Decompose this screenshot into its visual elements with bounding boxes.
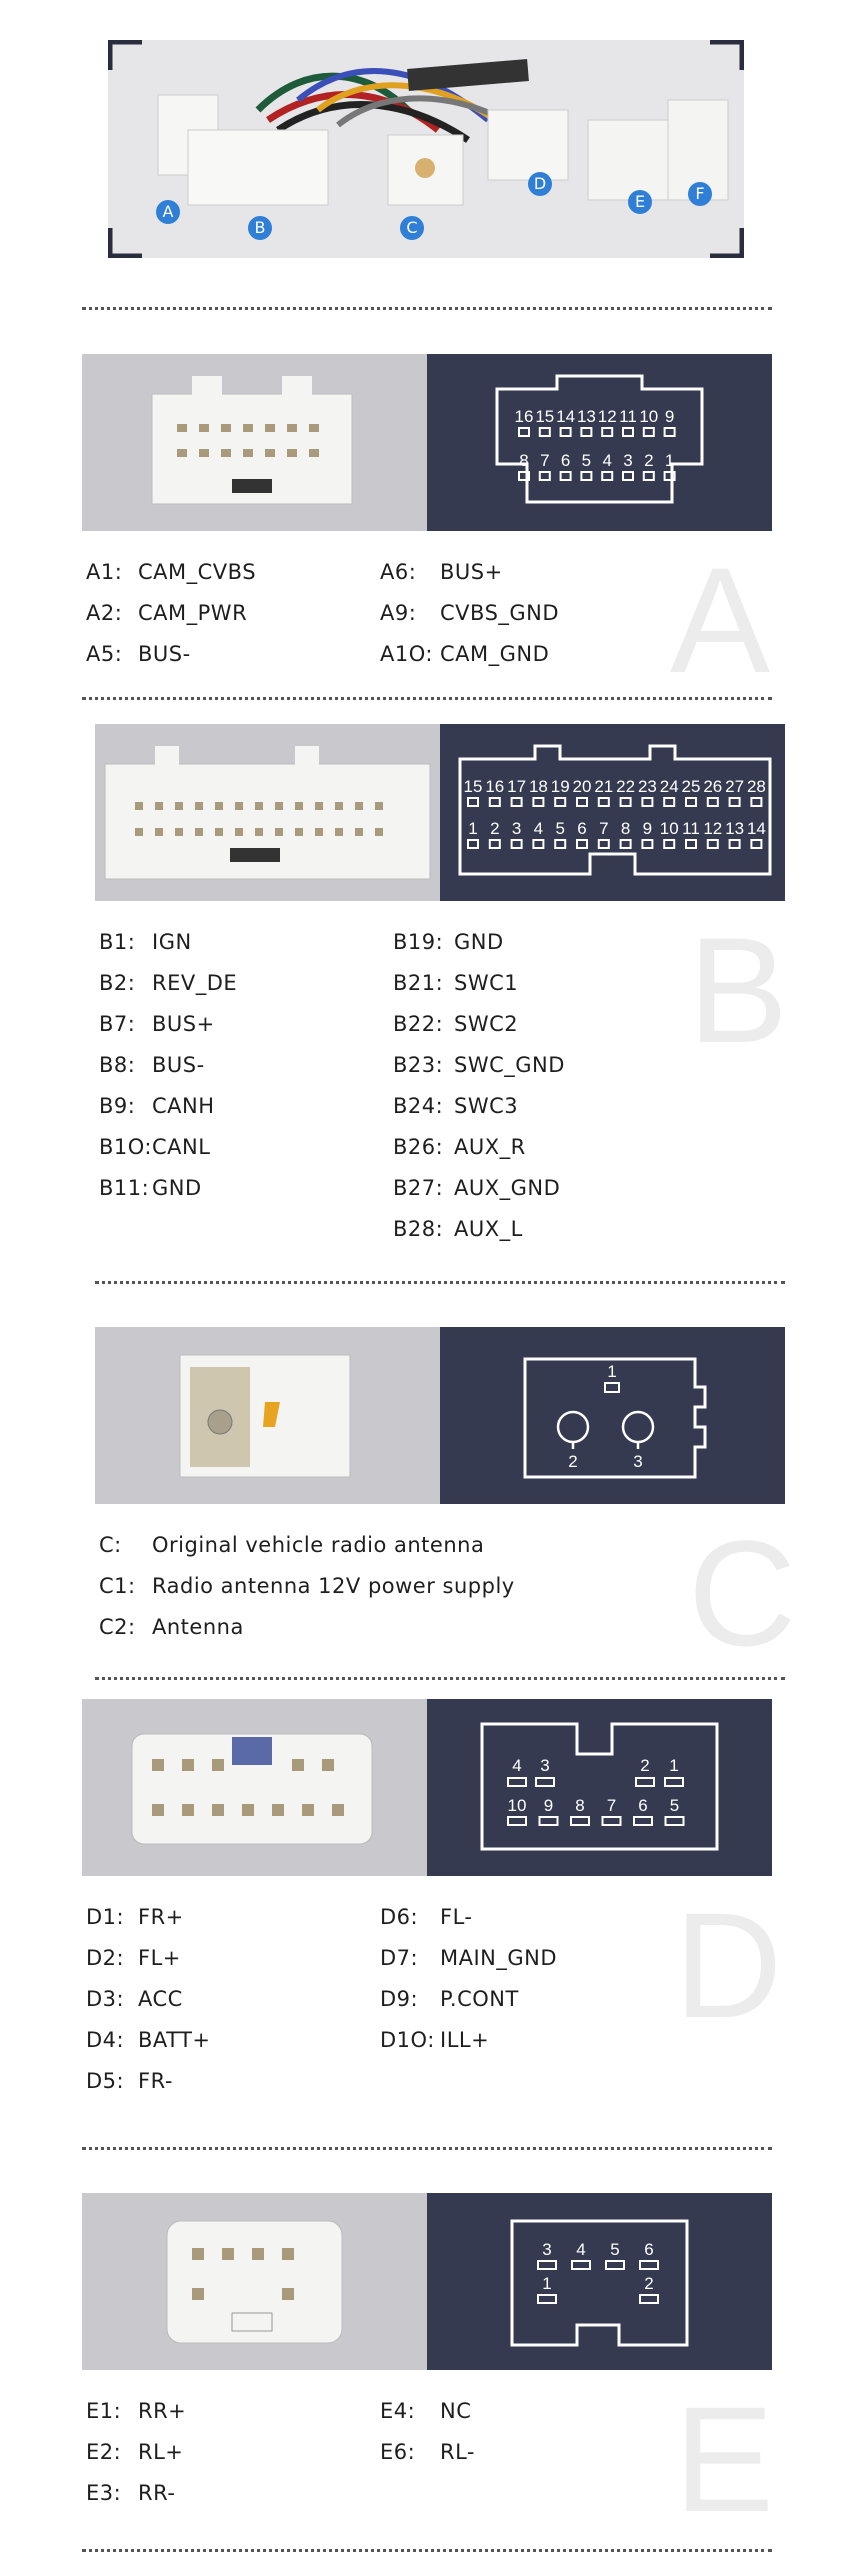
d-top-label-1: 1 [669,1756,679,1775]
b-bottom-label-13: 13 [725,819,745,838]
b-top-label-24: 24 [659,777,679,796]
a-bottom-pin-4 [602,472,612,480]
b-top-label-15: 15 [463,777,483,796]
pin-b21-value: SWC1 [454,971,519,995]
a-top-pin-9 [665,428,675,436]
b-top-label-27: 27 [725,777,745,796]
a-top-label-9: 9 [664,407,675,426]
b-top-pin-23 [642,798,652,806]
callout-e: E [628,190,652,214]
d-top-pin-4 [508,1778,526,1786]
e-bottom-pin-2 [640,2295,658,2303]
pin-b27-value: AUX_GND [454,1176,561,1200]
pin-b2-label: B2: [99,971,136,995]
d-bottom-pin-7 [603,1817,621,1825]
pin-d6-value: FL- [440,1905,473,1929]
pin-a5-label: A5: [86,642,123,666]
pin-d10-value: ILL+ [440,2028,490,2052]
b-bottom-pin-11 [686,840,696,848]
a-top-label-15: 15 [535,407,555,426]
b-bottom-label-12: 12 [703,819,723,838]
b-bottom-label-14: 14 [746,819,766,838]
pin-e4-label: E4: [380,2399,416,2423]
b-top-pin-21 [599,798,609,806]
c-pin-2 [558,1412,588,1442]
d-bottom-pin-5 [666,1817,684,1825]
a-bottom-pin-7 [540,472,550,480]
b-bottom-label-3: 3 [511,819,522,838]
d-top-label-4: 4 [512,1756,522,1775]
pin-b28-label: B28: [393,1217,444,1241]
pin-b7-label: B7: [99,1012,136,1036]
d-bottom-label-6: 6 [638,1796,648,1815]
section-letter-a: A [670,536,771,704]
pin-d2-label: D2: [86,1946,125,1970]
pin-e2-label: E2: [86,2440,122,2464]
b-bottom-label-4: 4 [533,819,544,838]
a-bottom-pin-6 [561,472,571,480]
pin-e1-label: E1: [86,2399,122,2423]
connector-a-outline [497,376,702,502]
pin-d5-value: FR- [138,2069,173,2093]
b-top-pin-18 [533,798,543,806]
pin-a1-value: CAM_CVBS [138,560,257,584]
section-letter-b: B [688,906,789,1074]
pin-d3-label: D3: [86,1987,125,2011]
callout-d: D [528,172,552,196]
c-pin-3 [623,1412,653,1442]
b-bottom-label-5: 5 [555,819,565,838]
pin-c-label: C: [99,1533,122,1557]
pin-a1-label: A1: [86,560,123,584]
pin-b1-label: B1: [99,930,136,954]
connector-e-photo [82,2193,427,2370]
connector-d-diagram [427,1699,772,1876]
pin-a9-value: CVBS_GND [440,601,560,625]
b-top-label-16: 16 [485,777,505,796]
pin-d3-value: ACC [138,1987,183,2011]
harness-photo [108,40,744,258]
b-bottom-pin-8 [621,840,631,848]
b-bottom-label-7: 7 [599,819,609,838]
b-top-label-23: 23 [637,777,657,796]
pin-d4-value: BATT+ [138,2028,211,2052]
b-top-pin-22 [621,798,631,806]
pin-b8-label: B8: [99,1053,136,1077]
pin-b28-value: AUX_L [454,1217,523,1241]
d-bottom-pin-6 [634,1817,652,1825]
a-top-label-10: 10 [639,407,659,426]
b-top-pin-25 [686,798,696,806]
section-letter-d: D [674,1881,783,2049]
d-top-pin-1 [665,1778,683,1786]
pin-b26-value: AUX_R [454,1135,526,1159]
connector-e-diagram [427,2193,772,2370]
a-top-pin-14 [561,428,571,436]
b-bottom-pin-4 [533,840,543,848]
pin-e1-value: RR+ [138,2399,187,2423]
callout-a: A [156,200,180,224]
pin-a9-label: A9: [380,601,417,625]
section-letter-e: E [674,2375,775,2543]
a-bottom-label-4: 4 [602,451,612,470]
a-top-pin-10 [644,428,654,436]
pin-b11-label: B11: [99,1176,150,1200]
b-top-label-28: 28 [746,777,766,796]
harness-illustration [108,40,744,258]
c-label-1: 1 [607,1362,617,1381]
a-bottom-label-3: 3 [623,451,633,470]
callout-c: C [400,216,424,240]
d-bottom-pin-9 [540,1817,558,1825]
b-top-pin-24 [664,798,674,806]
b-bottom-label-8: 8 [620,819,631,838]
pin-a10-label: A1O: [380,642,433,666]
e-top-label-5: 5 [610,2240,620,2259]
a-top-label-11: 11 [619,407,637,426]
pin-d9-value: P.CONT [440,1987,519,2011]
pin-b24-label: B24: [393,1094,444,1118]
pin-a10-value: CAM_GND [440,642,550,666]
b-top-pin-20 [577,798,587,806]
pin-b19-label: B19: [393,930,444,954]
e-bottom-pin-1 [538,2295,556,2303]
c-pin-1 [605,1383,619,1392]
pin-c-value: Original vehicle radio antenna [152,1533,485,1557]
a-top-pin-16 [519,428,529,436]
connector-a-diagram [427,354,772,531]
a-top-label-12: 12 [597,407,617,426]
a-top-label-13: 13 [576,407,596,426]
pin-b8-value: BUS- [152,1053,205,1077]
e-top-pin-5 [606,2261,624,2269]
e-top-pin-6 [640,2261,658,2269]
b-bottom-label-11: 11 [682,819,700,838]
pin-d7-value: MAIN_GND [440,1946,558,1970]
e-top-pin-4 [572,2261,590,2269]
b-bottom-pin-14 [751,840,761,848]
b-top-label-25: 25 [681,777,701,796]
divider [82,697,772,700]
d-bottom-label-10: 10 [507,1796,527,1815]
pin-a6-value: BUS+ [440,560,503,584]
pin-b21-label: B21: [393,971,444,995]
pin-b23-label: B23: [393,1053,444,1077]
pin-b26-label: B26: [393,1135,444,1159]
b-top-pin-28 [751,798,761,806]
d-bottom-label-7: 7 [606,1796,617,1815]
b-top-pin-26 [708,798,718,806]
pin-e2-value: RL+ [138,2440,184,2464]
c-label-3: 3 [633,1452,643,1471]
d-top-pin-3 [536,1778,554,1786]
pin-b7-value: BUS+ [152,1012,215,1036]
b-top-pin-19 [555,798,565,806]
d-top-label-3: 3 [540,1756,550,1775]
b-top-pin-17 [512,798,522,806]
pin-d9-label: D9: [380,1987,419,2011]
pin-d7-label: D7: [380,1946,419,1970]
b-top-label-18: 18 [528,777,548,796]
b-bottom-pin-1 [468,840,478,848]
pin-a5-value: BUS- [138,642,191,666]
pin-b27-label: B27: [393,1176,444,1200]
pin-e6-value: RL- [440,2440,475,2464]
pin-d4-label: D4: [86,2028,125,2052]
e-bottom-label-2: 2 [644,2274,654,2293]
e-top-label-6: 6 [644,2240,654,2259]
pin-b10-value: CANL [152,1135,211,1159]
pin-d2-value: FL+ [138,1946,181,1970]
a-top-pin-15 [540,428,550,436]
connector-b-diagram [440,724,785,901]
d-bottom-label-5: 5 [669,1796,680,1815]
b-top-label-19: 19 [550,777,570,796]
divider [95,1281,785,1284]
e-bottom-label-1: 1 [542,2274,552,2293]
connector-b-photo [95,724,440,901]
connector-b-outline [460,746,770,874]
b-bottom-label-2: 2 [490,819,500,838]
pin-e3-label: E3: [86,2481,122,2505]
e-top-label-3: 3 [542,2240,552,2259]
a-bottom-label-5: 5 [581,451,592,470]
b-top-pin-16 [490,798,500,806]
b-bottom-pin-12 [708,840,718,848]
a-bottom-label-2: 2 [644,451,654,470]
a-bottom-label-1: 1 [664,451,675,470]
pin-b2-value: REV_DE [152,971,238,995]
d-top-label-2: 2 [640,1756,650,1775]
pin-b11-value: GND [152,1176,202,1200]
b-top-label-21: 21 [594,777,614,796]
b-top-label-17: 17 [507,777,527,796]
a-bottom-pin-3 [623,472,633,480]
a-bottom-pin-5 [581,472,591,480]
pin-c1-value: Radio antenna 12V power supply [152,1574,515,1598]
pin-a6-label: A6: [380,560,417,584]
pin-e4-value: NC [440,2399,472,2423]
a-bottom-label-7: 7 [540,451,550,470]
a-bottom-pin-2 [644,472,654,480]
b-bottom-label-9: 9 [642,819,653,838]
d-bottom-pin-8 [571,1817,589,1825]
section-letter-c: C [688,1509,797,1677]
pin-e3-value: RR- [138,2481,176,2505]
b-bottom-pin-5 [555,840,565,848]
b-top-label-22: 22 [616,777,636,796]
b-top-pin-27 [730,798,740,806]
pin-b9-label: B9: [99,1094,136,1118]
b-bottom-label-10: 10 [659,819,679,838]
callout-b: B [248,216,272,240]
d-bottom-pin-10 [508,1817,526,1825]
a-top-pin-12 [602,428,612,436]
divider [82,2147,772,2150]
connector-c-photo [95,1327,440,1504]
b-bottom-label-1: 1 [468,819,478,838]
pin-d1-label: D1: [86,1905,125,1929]
pin-b22-label: B22: [393,1012,444,1036]
pin-b1-value: IGN [152,930,192,954]
pin-b19-value: GND [454,930,504,954]
pin-b24-value: SWC3 [454,1094,519,1118]
divider [82,2549,772,2552]
d-top-pin-2 [636,1778,654,1786]
b-bottom-pin-10 [664,840,674,848]
pin-b9-value: CANH [152,1094,215,1118]
a-top-label-14: 14 [556,407,576,426]
pin-d10-label: D1O: [380,2028,435,2052]
pin-b10-label: B1O: [99,1135,153,1159]
a-bottom-label-6: 6 [560,451,571,470]
pin-b23-value: SWC_GND [454,1053,565,1077]
connector-a-photo [82,354,427,531]
d-bottom-label-8: 8 [575,1796,585,1815]
a-top-pin-13 [581,428,591,436]
a-top-pin-11 [623,428,633,436]
pin-c2-value: Antenna [152,1615,244,1639]
e-top-label-4: 4 [576,2240,586,2259]
pin-c2-label: C2: [99,1615,136,1639]
callout-f: F [688,182,712,206]
a-bottom-label-8: 8 [519,451,529,470]
pin-d1-value: FR+ [138,1905,184,1929]
divider [82,307,772,310]
b-bottom-pin-2 [490,840,500,848]
a-top-label-16: 16 [514,407,534,426]
d-bottom-label-9: 9 [543,1796,554,1815]
e-top-pin-3 [538,2261,556,2269]
b-top-pin-15 [468,798,478,806]
pin-d6-label: D6: [380,1905,419,1929]
pin-d5-label: D5: [86,2069,125,2093]
pin-b22-value: SWC2 [454,1012,519,1036]
pin-a2-label: A2: [86,601,123,625]
b-top-label-26: 26 [703,777,723,796]
pin-c1-label: C1: [99,1574,136,1598]
connector-e-outline [512,2221,687,2345]
connector-d-photo [82,1699,427,1876]
b-top-label-20: 20 [572,777,592,796]
pin-a2-value: CAM_PWR [138,601,248,625]
b-bottom-label-6: 6 [577,819,587,838]
b-bottom-pin-9 [642,840,652,848]
b-bottom-pin-13 [730,840,740,848]
b-bottom-pin-6 [577,840,587,848]
b-bottom-pin-7 [599,840,609,848]
divider [95,1677,785,1680]
connector-c-diagram [440,1327,785,1504]
c-label-2: 2 [568,1452,578,1471]
pin-e6-label: E6: [380,2440,416,2464]
b-bottom-pin-3 [512,840,522,848]
